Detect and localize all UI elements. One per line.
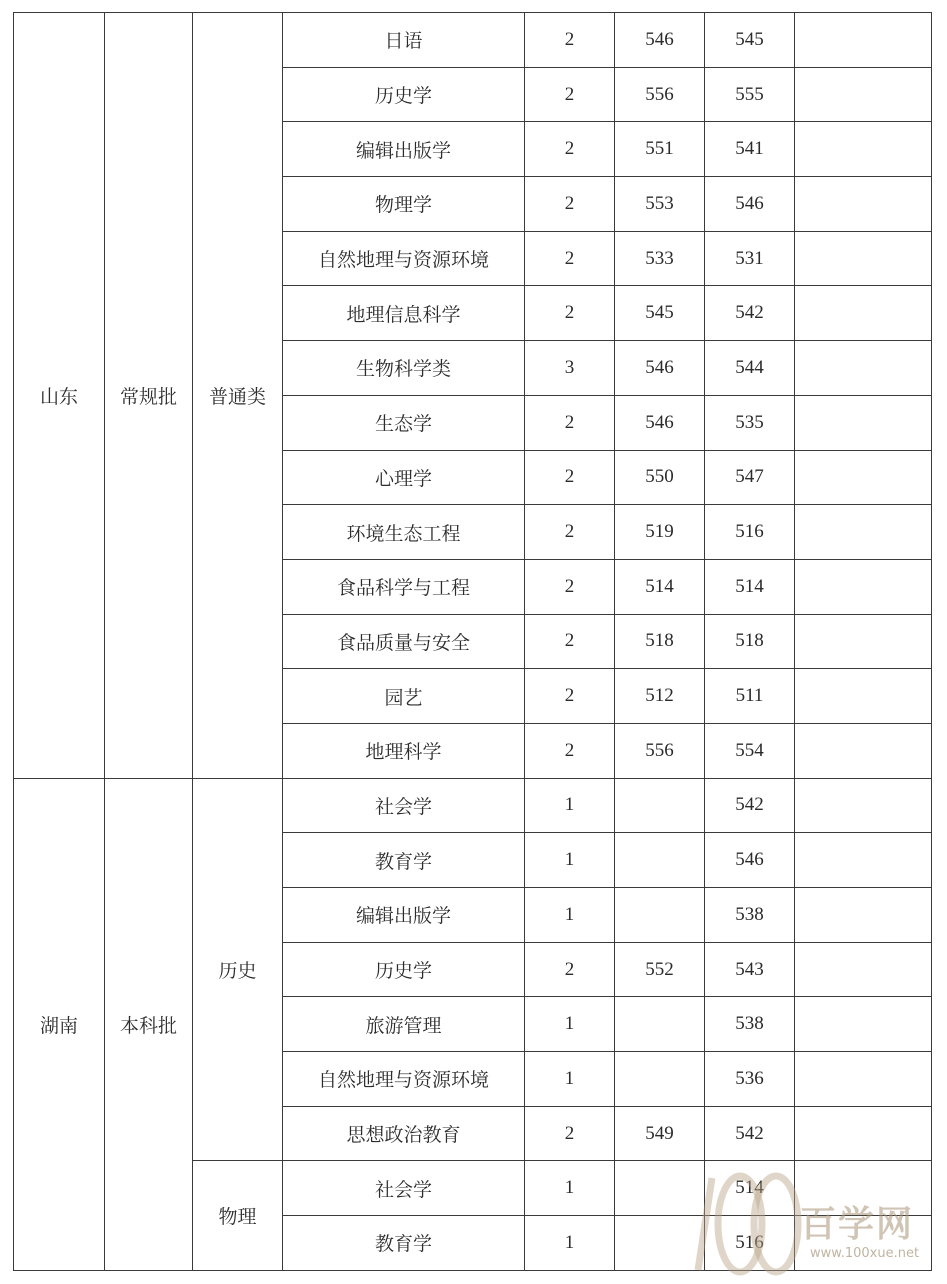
min-score-cell: 514 xyxy=(705,1161,795,1216)
plan-count-cell: 1 xyxy=(525,778,615,833)
max-score-cell: 551 xyxy=(615,122,705,177)
plan-count-cell: 2 xyxy=(525,286,615,341)
note-cell xyxy=(795,997,932,1052)
max-score-cell xyxy=(615,833,705,888)
table-body xyxy=(14,13,932,1271)
plan-count-cell: 1 xyxy=(525,888,615,943)
min-score-cell: 546 xyxy=(705,177,795,232)
table-row xyxy=(14,13,932,68)
note-cell xyxy=(795,888,932,943)
max-score-cell: 549 xyxy=(615,1106,705,1161)
min-score-cell: 514 xyxy=(705,559,795,614)
major-cell: 自然地理与资源环境 xyxy=(283,231,525,286)
major-cell: 食品质量与安全 xyxy=(283,614,525,669)
note-cell xyxy=(795,231,932,286)
plan-count-cell: 2 xyxy=(525,614,615,669)
major-cell: 编辑出版学 xyxy=(283,122,525,177)
note-cell xyxy=(795,669,932,724)
min-score-cell: 536 xyxy=(705,1052,795,1107)
min-score-cell: 535 xyxy=(705,395,795,450)
watermark-brand: 百学网 xyxy=(800,1203,915,1245)
note-cell xyxy=(795,778,932,833)
major-cell: 生物科学类 xyxy=(283,341,525,396)
plan-count-cell: 2 xyxy=(525,231,615,286)
note-cell xyxy=(795,341,932,396)
plan-count-cell: 2 xyxy=(525,122,615,177)
min-score-cell: 538 xyxy=(705,888,795,943)
max-score-cell: 545 xyxy=(615,286,705,341)
note-cell xyxy=(795,122,932,177)
note-cell xyxy=(795,505,932,560)
min-score-cell: 545 xyxy=(705,13,795,68)
major-cell: 物理学 xyxy=(283,177,525,232)
major-cell: 历史学 xyxy=(283,67,525,122)
min-score-cell: 544 xyxy=(705,341,795,396)
major-cell: 编辑出版学 xyxy=(283,888,525,943)
note-cell xyxy=(795,833,932,888)
max-score-cell xyxy=(615,888,705,943)
min-score-cell: 538 xyxy=(705,997,795,1052)
min-score-cell: 547 xyxy=(705,450,795,505)
major-cell: 地理科学 xyxy=(283,723,525,778)
category-cell: 普通类 xyxy=(193,13,283,779)
plan-count-cell: 1 xyxy=(525,1161,615,1216)
batch-cell: 本科批 xyxy=(105,778,193,1270)
min-score-cell: 511 xyxy=(705,669,795,724)
plan-count-cell: 1 xyxy=(525,997,615,1052)
min-score-cell: 516 xyxy=(705,505,795,560)
note-cell xyxy=(795,942,932,997)
min-score-cell: 554 xyxy=(705,723,795,778)
max-score-cell xyxy=(615,778,705,833)
major-cell: 社会学 xyxy=(283,778,525,833)
max-score-cell xyxy=(615,997,705,1052)
plan-count-cell: 2 xyxy=(525,942,615,997)
watermark-url: www.100xue.net xyxy=(810,1246,920,1261)
max-score-cell: 550 xyxy=(615,450,705,505)
major-cell: 园艺 xyxy=(283,669,525,724)
plan-count-cell: 2 xyxy=(525,395,615,450)
table-row xyxy=(14,778,932,833)
major-cell: 自然地理与资源环境 xyxy=(283,1052,525,1107)
max-score-cell: 533 xyxy=(615,231,705,286)
major-cell: 地理信息科学 xyxy=(283,286,525,341)
major-cell: 日语 xyxy=(283,13,525,68)
major-cell: 教育学 xyxy=(283,1216,525,1271)
plan-count-cell: 2 xyxy=(525,67,615,122)
max-score-cell: 514 xyxy=(615,559,705,614)
note-cell xyxy=(795,286,932,341)
province-cell: 湖南 xyxy=(14,778,105,1270)
plan-count-cell: 1 xyxy=(525,1216,615,1271)
plan-count-cell: 2 xyxy=(525,669,615,724)
major-cell: 社会学 xyxy=(283,1161,525,1216)
max-score-cell: 556 xyxy=(615,67,705,122)
plan-count-cell: 1 xyxy=(525,833,615,888)
min-score-cell: 531 xyxy=(705,231,795,286)
max-score-cell: 518 xyxy=(615,614,705,669)
note-cell xyxy=(795,395,932,450)
plan-count-cell: 2 xyxy=(525,450,615,505)
plan-count-cell: 2 xyxy=(525,559,615,614)
max-score-cell xyxy=(615,1216,705,1271)
plan-count-cell: 2 xyxy=(525,1106,615,1161)
category-cell: 历史 xyxy=(193,778,283,1161)
min-score-cell: 542 xyxy=(705,286,795,341)
note-cell xyxy=(795,559,932,614)
note-cell xyxy=(795,614,932,669)
batch-cell: 常规批 xyxy=(105,13,193,779)
note-cell xyxy=(795,723,932,778)
min-score-cell: 546 xyxy=(705,833,795,888)
note-cell xyxy=(795,450,932,505)
max-score-cell: 546 xyxy=(615,13,705,68)
major-cell: 生态学 xyxy=(283,395,525,450)
note-cell xyxy=(795,1052,932,1107)
max-score-cell: 519 xyxy=(615,505,705,560)
min-score-cell: 543 xyxy=(705,942,795,997)
note-cell xyxy=(795,67,932,122)
max-score-cell: 512 xyxy=(615,669,705,724)
plan-count-cell: 1 xyxy=(525,1052,615,1107)
category-cell: 物理 xyxy=(193,1161,283,1270)
min-score-cell: 542 xyxy=(705,778,795,833)
min-score-cell: 555 xyxy=(705,67,795,122)
major-cell: 心理学 xyxy=(283,450,525,505)
major-cell: 环境生态工程 xyxy=(283,505,525,560)
major-cell: 历史学 xyxy=(283,942,525,997)
note-cell xyxy=(795,1106,932,1161)
max-score-cell: 546 xyxy=(615,395,705,450)
plan-count-cell: 2 xyxy=(525,177,615,232)
min-score-cell: 518 xyxy=(705,614,795,669)
max-score-cell: 556 xyxy=(615,723,705,778)
major-cell: 教育学 xyxy=(283,833,525,888)
major-cell: 思想政治教育 xyxy=(283,1106,525,1161)
note-cell xyxy=(795,13,932,68)
max-score-cell xyxy=(615,1052,705,1107)
plan-count-cell: 2 xyxy=(525,505,615,560)
note-cell xyxy=(795,177,932,232)
plan-count-cell: 3 xyxy=(525,341,615,396)
min-score-cell: 516 xyxy=(705,1216,795,1271)
max-score-cell: 552 xyxy=(615,942,705,997)
province-cell: 山东 xyxy=(14,13,105,779)
admission-score-table xyxy=(13,12,932,1271)
min-score-cell: 541 xyxy=(705,122,795,177)
max-score-cell: 553 xyxy=(615,177,705,232)
plan-count-cell: 2 xyxy=(525,723,615,778)
major-cell: 食品科学与工程 xyxy=(283,559,525,614)
min-score-cell: 542 xyxy=(705,1106,795,1161)
major-cell: 旅游管理 xyxy=(283,997,525,1052)
plan-count-cell: 2 xyxy=(525,13,615,68)
max-score-cell: 546 xyxy=(615,341,705,396)
max-score-cell xyxy=(615,1161,705,1216)
